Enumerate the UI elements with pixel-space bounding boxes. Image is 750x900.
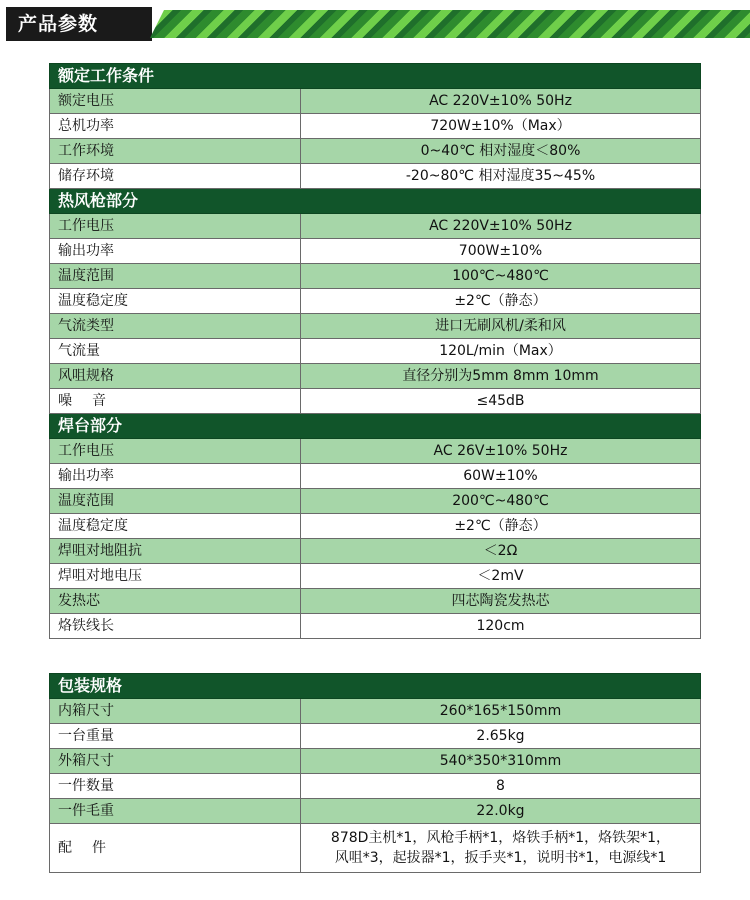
table-row (50, 89, 701, 114)
spec-label: 烙铁线长 (50, 614, 301, 639)
spec-label: 一件毛重 (50, 799, 301, 824)
table-row (50, 439, 701, 464)
spec-label: 气流量 (50, 339, 301, 364)
table-row (50, 289, 701, 314)
decorative-stripe (150, 10, 750, 38)
table-row (50, 214, 701, 239)
accessories-value (301, 824, 701, 873)
spec-value: 直径分别为5mm 8mm 10mm (301, 364, 701, 389)
spec-value: 8 (301, 774, 701, 799)
section-title: 额定工作条件 (50, 64, 701, 89)
spec-label: 储存环境 (50, 164, 301, 189)
packaging-table (49, 673, 701, 873)
table-row (50, 749, 701, 774)
table-row (50, 539, 701, 564)
header-banner (0, 0, 750, 46)
table-row (50, 614, 701, 639)
table-row (50, 314, 701, 339)
table-row (50, 389, 701, 414)
spec-label: 配件 (50, 824, 301, 873)
spec-value: 进口无刷风机/柔和风 (301, 314, 701, 339)
accessories-line: 878D主机*1，风枪手柄*1，烙铁手柄*1，烙铁架*1， (330, 830, 671, 846)
table-row (50, 464, 701, 489)
spec-label: 噪音 (50, 389, 301, 414)
spec-label: 焊咀对地电压 (50, 564, 301, 589)
spec-value: 100℃~480℃ (301, 264, 701, 289)
table-row (50, 564, 701, 589)
table-row (50, 699, 701, 724)
section-title: 焊台部分 (50, 414, 701, 439)
section-title: 包装规格 (50, 674, 701, 699)
spec-value: -20~80℃ 相对湿度35~45% (301, 164, 701, 189)
table-row (50, 724, 701, 749)
spec-value: ±2℃（静态） (301, 514, 701, 539)
table-row (50, 264, 701, 289)
spec-value: AC 220V±10% 50Hz (301, 214, 701, 239)
table-row (50, 489, 701, 514)
spec-label: 温度稳定度 (50, 289, 301, 314)
spec-table (49, 63, 701, 639)
spec-label: 工作电压 (50, 439, 301, 464)
section-header-packaging (50, 674, 701, 699)
section-title: 热风枪部分 (50, 189, 701, 214)
spec-label: 发热芯 (50, 589, 301, 614)
table-row-accessories (50, 824, 701, 873)
section-header-rated (50, 64, 701, 89)
spec-value: 120cm (301, 614, 701, 639)
page-title: 产品参数 (6, 7, 152, 41)
table-row (50, 239, 701, 264)
spec-label: 额定电压 (50, 89, 301, 114)
table-row (50, 164, 701, 189)
section-header-soldering (50, 414, 701, 439)
spec-label: 气流类型 (50, 314, 301, 339)
spec-label: 一件数量 (50, 774, 301, 799)
spec-value: 200℃~480℃ (301, 489, 701, 514)
table-row (50, 114, 701, 139)
table-row (50, 589, 701, 614)
table-row (50, 139, 701, 164)
spec-label: 温度范围 (50, 264, 301, 289)
spec-label: 风咀规格 (50, 364, 301, 389)
spec-value: ＜2mV (301, 564, 701, 589)
table-row (50, 799, 701, 824)
accessories-line: 风咀*3，起拔器*1，扳手夹*1，说明书*1，电源线*1 (334, 850, 667, 866)
spec-label: 内箱尺寸 (50, 699, 301, 724)
spec-value: 720W±10%（Max） (301, 114, 701, 139)
table-row (50, 364, 701, 389)
spec-label: 总机功率 (50, 114, 301, 139)
spec-label: 温度稳定度 (50, 514, 301, 539)
spec-value: 0~40℃ 相对湿度＜80% (301, 139, 701, 164)
spec-value: AC 220V±10% 50Hz (301, 89, 701, 114)
spec-label: 一台重量 (50, 724, 301, 749)
spec-value: 540*350*310mm (301, 749, 701, 774)
spec-value: ≤45dB (301, 389, 701, 414)
spec-value: 120L/min（Max） (301, 339, 701, 364)
spec-value: 60W±10% (301, 464, 701, 489)
section-header-hot-air (50, 189, 701, 214)
spec-label: 工作环境 (50, 139, 301, 164)
spec-value: 260*165*150mm (301, 699, 701, 724)
spec-value: 四芯陶瓷发热芯 (301, 589, 701, 614)
spec-label: 工作电压 (50, 214, 301, 239)
spec-label: 输出功率 (50, 239, 301, 264)
spec-label: 外箱尺寸 (50, 749, 301, 774)
spec-value: 2.65kg (301, 724, 701, 749)
spec-label: 焊咀对地阻抗 (50, 539, 301, 564)
spec-value: AC 26V±10% 50Hz (301, 439, 701, 464)
spec-value: 22.0kg (301, 799, 701, 824)
table-row (50, 774, 701, 799)
spec-value: 700W±10% (301, 239, 701, 264)
spec-value: ＜2Ω (301, 539, 701, 564)
table-row (50, 514, 701, 539)
spec-value: ±2℃（静态） (301, 289, 701, 314)
table-row (50, 339, 701, 364)
spec-label: 温度范围 (50, 489, 301, 514)
spec-label: 输出功率 (50, 464, 301, 489)
